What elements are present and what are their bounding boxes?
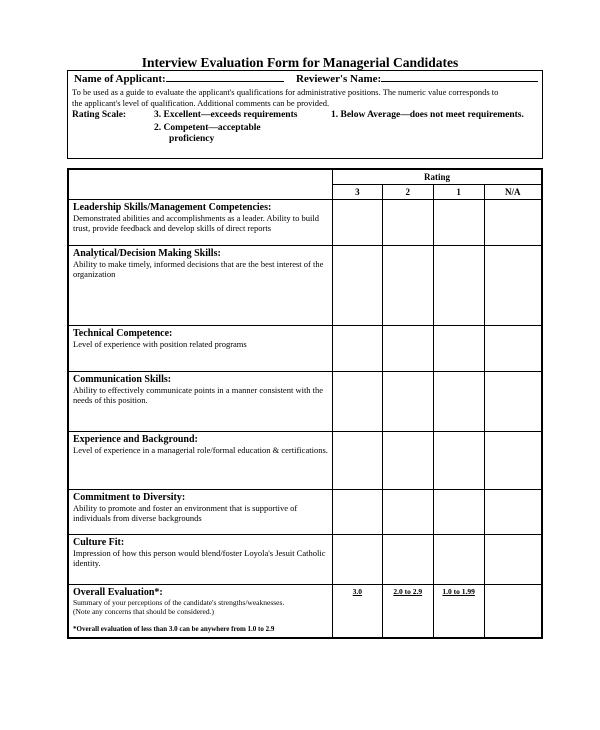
criterion-cell — [68, 326, 332, 372]
rating-cell-2[interactable] — [382, 372, 433, 432]
col-1: 1 — [433, 185, 484, 200]
rating-cell-3[interactable] — [332, 372, 382, 432]
overall-cell — [68, 585, 332, 638]
instructions-line-2: the applicant's level of qualification. Additional comments can be provided. — [72, 98, 330, 108]
header-box — [67, 70, 543, 159]
overall-row — [68, 585, 542, 638]
scale-1: 1. Below Average—does not meet requirements. — [331, 110, 524, 120]
rating-cell-2[interactable] — [382, 490, 433, 535]
rating-cell-2[interactable] — [382, 535, 433, 585]
rating-cell-na[interactable] — [484, 490, 542, 535]
criterion-cell — [68, 372, 332, 432]
rating-scale-label: Rating Scale: — [72, 110, 127, 120]
rating-cell-3[interactable] — [332, 432, 382, 490]
col-2: 2 — [382, 185, 433, 200]
criterion-cell — [68, 432, 332, 490]
overall-desc-2: (Note any concerns that should be considered.) — [73, 607, 214, 616]
criterion-title: Technical Competence: — [73, 328, 173, 339]
scale-2: 2. Competent—acceptable — [154, 123, 261, 133]
col-3: 3 — [332, 185, 382, 200]
instructions-line-1: To be used as a guide to evaluate the applicant's qualifications for administrative positions. The numeric value corresponds to — [72, 87, 499, 97]
rating-cell-1[interactable] — [433, 490, 484, 535]
criterion-desc: Level of experience with position related programs — [73, 339, 247, 349]
table-row — [68, 490, 542, 535]
applicant-label: Name of Applicant: — [74, 73, 284, 85]
rating-cell-na[interactable] — [484, 200, 542, 246]
scale-2-cont: proficiency — [169, 134, 215, 144]
rating-cell-3[interactable] — [332, 246, 382, 326]
rating-cell-na[interactable] — [484, 432, 542, 490]
rating-cell-1[interactable] — [433, 372, 484, 432]
rating-cell-2[interactable] — [382, 432, 433, 490]
rating-cell-2[interactable] — [382, 246, 433, 326]
col-na: N/A — [484, 185, 542, 200]
table-row — [68, 246, 542, 326]
rating-cell-1[interactable] — [433, 326, 484, 372]
criterion-desc: Level of experience in a managerial role/formal education & certifications. — [73, 445, 328, 455]
rating-cell-na[interactable] — [484, 246, 542, 326]
scale-3: 3. Excellent—exceeds requirements — [154, 110, 298, 120]
rating-cell-1[interactable] — [433, 246, 484, 326]
overall-range-3[interactable]: 3.0 — [332, 585, 382, 638]
criterion-cell — [68, 246, 332, 326]
criterion-title: Experience and Background: — [73, 434, 198, 445]
rating-cell-2[interactable] — [382, 326, 433, 372]
rating-cell-3[interactable] — [332, 326, 382, 372]
rating-cell-2[interactable] — [382, 200, 433, 246]
overall-title: Overall Evaluation*: — [73, 587, 163, 598]
table-row — [68, 200, 542, 246]
evaluation-table — [67, 168, 543, 639]
criterion-desc: Ability to promote and foster an environment that is supportive of individuals from diverse backgrounds — [73, 503, 298, 523]
criterion-desc: Ability to effectively communicate points in a manner consistent with the needs of this position. — [73, 385, 324, 405]
rating-cell-1[interactable] — [433, 200, 484, 246]
rating-cell-1[interactable] — [433, 432, 484, 490]
blank-header — [68, 169, 332, 200]
rating-header: Rating — [332, 169, 542, 185]
overall-na[interactable] — [484, 585, 542, 638]
criterion-title: Commitment to Diversity: — [73, 492, 186, 503]
rating-cell-3[interactable] — [332, 490, 382, 535]
rating-cell-3[interactable] — [332, 535, 382, 585]
rating-cell-na[interactable] — [484, 372, 542, 432]
rating-cell-3[interactable] — [332, 200, 382, 246]
rating-cell-na[interactable] — [484, 326, 542, 372]
criterion-cell — [68, 535, 332, 585]
overall-note: *Overall evaluation of less than 3.0 can be anywhere from 1.0 to 2.9 — [73, 625, 275, 633]
criterion-cell — [68, 490, 332, 535]
criterion-title: Communication Skills: — [73, 374, 172, 385]
criterion-title: Analytical/Decision Making Skills: — [73, 248, 221, 259]
overall-range-2[interactable]: 2.0 to 2.9 — [382, 585, 433, 638]
criterion-cell — [68, 200, 332, 246]
criterion-desc: Ability to make timely, informed decisions that are the best interest of the organization — [73, 259, 324, 279]
overall-desc-1: Summary of your perceptions of the candidate's strengths/weaknesses. — [73, 598, 285, 607]
overall-range-1[interactable]: 1.0 to 1.99 — [433, 585, 484, 638]
table-row — [68, 326, 542, 372]
reviewer-label: Reviewer's Name: — [296, 73, 538, 85]
page-title: Interview Evaluation Form for Managerial Candidates — [141, 55, 459, 70]
table-row — [68, 535, 542, 585]
criterion-title: Leadership Skills/Management Competencies: — [73, 202, 272, 213]
criterion-desc: Impression of how this person would blend/foster Loyola's Jesuit Catholic identity. — [73, 548, 326, 568]
criterion-desc: Demonstrated abilities and accomplishments as a leader. Ability to build trust, provide feedback and develop skills of direct reports — [73, 213, 319, 233]
rating-cell-1[interactable] — [433, 535, 484, 585]
rating-cell-na[interactable] — [484, 535, 542, 585]
criterion-title: Culture Fit: — [73, 537, 125, 548]
table-row — [68, 372, 542, 432]
table-row — [68, 432, 542, 490]
